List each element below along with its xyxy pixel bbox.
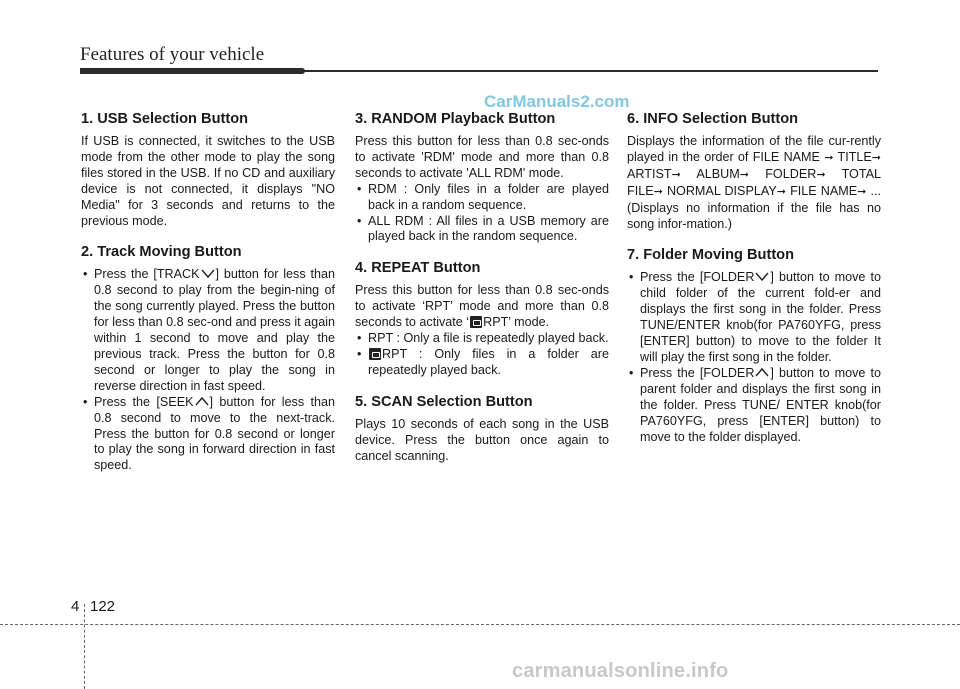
list-item: • RDM : Only files in a folder are played back in a random sequence. — [355, 182, 609, 214]
folder-icon — [470, 316, 482, 328]
arrow-right-icon: ➞ — [739, 168, 749, 181]
page-header-title: Features of your vehicle — [80, 44, 265, 65]
section-track — [81, 243, 335, 474]
arrow-right-icon: ➞ — [871, 151, 882, 164]
section-random — [355, 110, 609, 245]
watermark-bottom[interactable]: carmanualsonline.info — [512, 660, 729, 682]
section-title: 2. Track Moving Button — [81, 244, 242, 261]
arrow-right-icon: ➞ — [653, 185, 663, 198]
chevron-down-icon — [754, 271, 770, 282]
section-folder — [627, 246, 881, 445]
section-body: Plays 10 seconds of each song in the USB device. Press the button once again to cancel scanning. — [355, 416, 609, 463]
section-body: If USB is connected, it switches to the USB mode from the other mode to play the song files stored in the USB. If no CD and auxiliary device is not connected, it displays "NO Media" for 3 seconds and returns to the previous mode. — [81, 134, 335, 228]
section-usb — [81, 110, 335, 229]
section-title: 6. INFO Selection Button — [627, 111, 799, 127]
list-item: • Press the [FOLDER ] button to move to child folder of the current fold-er and displays the first song in the folder. Press TUNE/ENTER knob(for PA760YFG, press [ENTER] button) to move to the folder It will play the first song in the folder. — [627, 270, 881, 365]
bullet-list — [627, 270, 881, 445]
section-title: 5. SCAN Selection Button — [355, 393, 533, 410]
bullet-list — [81, 267, 335, 474]
header-rule — [300, 70, 878, 72]
footer-divider — [84, 604, 85, 689]
folder-icon — [369, 348, 381, 360]
arrow-right-icon: ➞ — [776, 185, 786, 198]
list-item: • ALL RDM : All files in a USB memory are played back in the random sequence. — [355, 214, 609, 246]
bullet-list — [355, 331, 609, 379]
list-item: • RPT : Only files in a folder are repeatedly played back. — [355, 347, 609, 379]
chapter-number: 4 — [71, 598, 80, 615]
footer-rule — [0, 624, 960, 625]
list-item: • RPT : Only a file is repeatedly played back. — [355, 331, 609, 347]
section-title: 4. REPEAT Button — [355, 260, 481, 277]
section-title: 1. USB Selection Button — [81, 111, 249, 127]
chevron-up-icon — [194, 396, 210, 407]
section-title: 3. RANDOM Playback Button — [355, 111, 556, 127]
section-repeat — [355, 259, 609, 378]
arrow-right-icon: ➞ — [816, 168, 826, 181]
column-1 — [81, 110, 335, 488]
arrow-right-icon: ➞ — [857, 185, 867, 198]
bullet-list — [355, 182, 609, 246]
header-bar — [80, 68, 305, 74]
column-3 — [627, 110, 881, 459]
list-item: • Press the [FOLDER ] button to move to parent folder and displays the first song in the folder. Press TUNE/ ENTER knob(for PA760YFG, press [ENTER] button) to move to the folder displayed. — [627, 366, 881, 446]
section-body: Displays the information of the file cur-rently played in the order of FILE NAME ➞ TITLE➞ ARTIST➞ ALBUM➞ FOLDER➞ TOTAL FILE➞ NORMAL DISPLAY➞ FILE NAME➞ ... (Displays no information if the file has no song infor-mation.) — [627, 134, 882, 231]
watermark-top[interactable]: CarManuals2.com — [484, 92, 630, 111]
list-item: • Press the [SEEK ] button for less than 0.8 second to move to the next-track. Press the button for 0.8 second or longer to play the song in forward direction in fast speed. — [81, 395, 335, 475]
column-2 — [355, 110, 609, 479]
section-title: 7. Folder Moving Button — [627, 247, 795, 264]
chevron-up-icon — [754, 367, 770, 378]
page-number: 122 — [90, 598, 116, 615]
section-info — [627, 110, 881, 232]
chevron-down-icon — [200, 268, 216, 279]
section-scan — [355, 393, 609, 465]
section-body: Press this button for less than 0.8 sec-onds to activate ‘RPT’ mode and more than 0.8 seconds to activate ‘ RPT’ mode. — [355, 283, 609, 330]
arrow-right-icon: ➞ — [824, 151, 834, 164]
arrow-right-icon: ➞ — [671, 168, 681, 181]
list-item: • Press the [TRACK ] button for less than 0.8 second to play from the begin-ning of the song currently played. Press the button for less than 0.8 sec-ond and press it again within 1 second to move and play the previous track. Press the button for 0.8 second or longer to play the song in reverse direction in fast speed. — [81, 267, 335, 394]
section-body: Press this button for less than 0.8 sec-onds to activate 'RDM' mode and more than 0.8 seconds to activate 'ALL RDM' mode. — [355, 134, 609, 180]
